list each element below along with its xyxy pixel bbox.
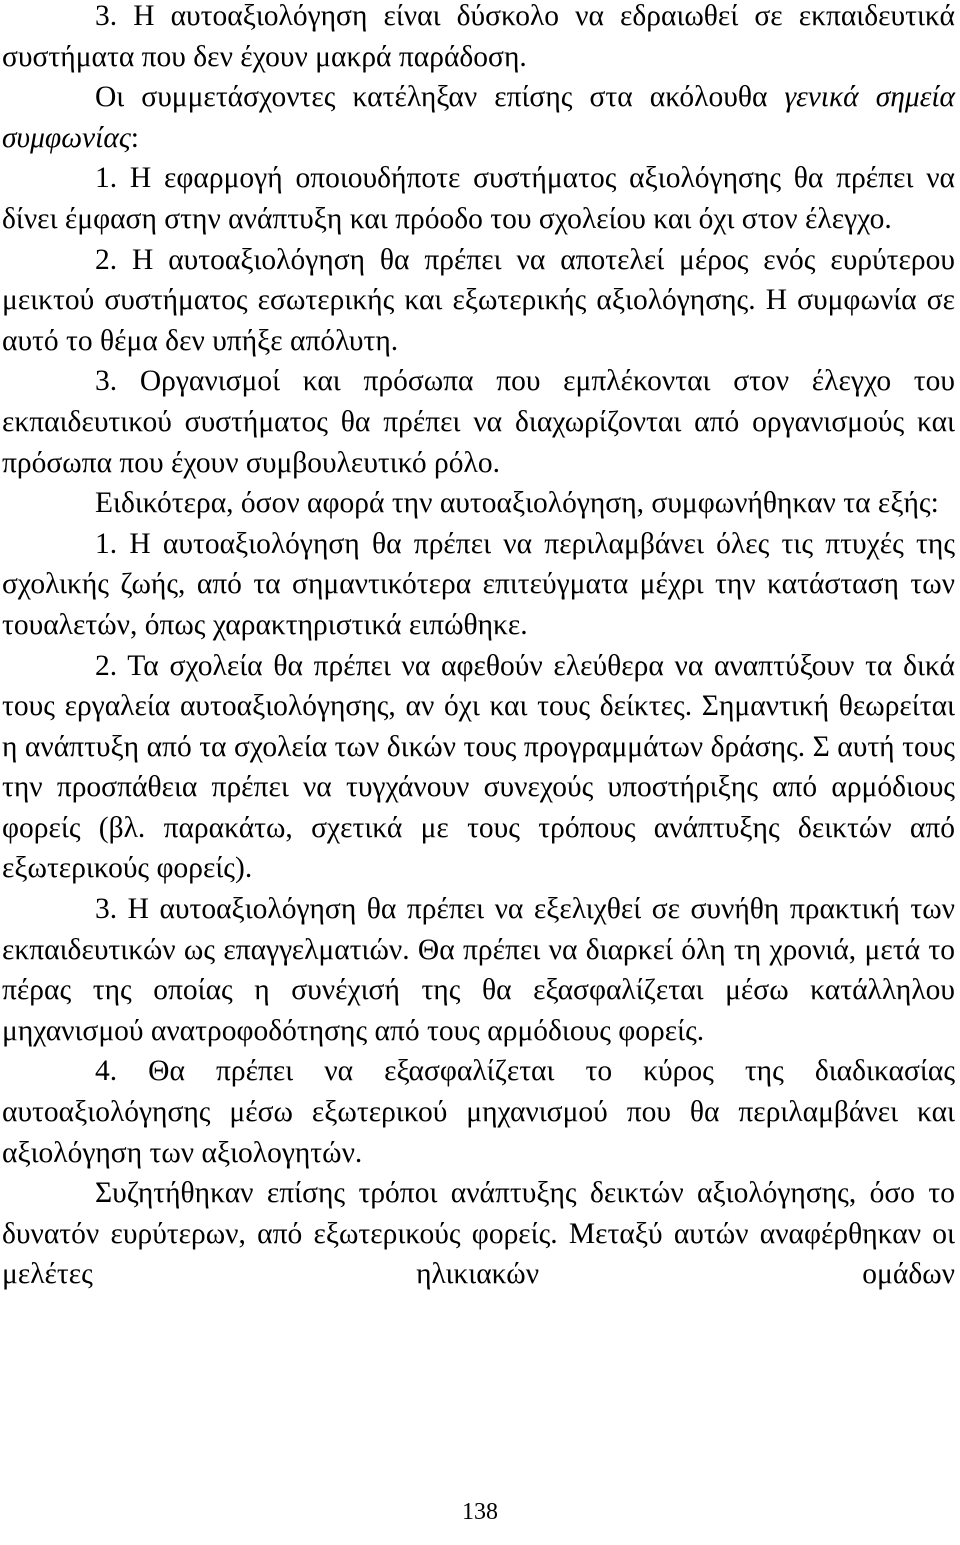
- paragraph-indicators: Συζητήθηκαν επίσης τρόποι ανάπτυξης δεικτών αξιολόγησης, όσο το δυνατόν ευρύτερων, από εξωτερικούς φορείς. Μεταξύ αυτών αναφέρθηκαν οι μελέτες ηλικιακών ομάδων: [2, 1177, 955, 1291]
- paragraph-agreement-2: 2. Η αυτοαξιολόγηση θα πρέπει να αποτελεί μέρος ενός ευρύτερου μεικτού συστήματος εσωτερικής και εξωτερικής αξιολόγησης. Η συμφωνία σε αυτό το θέμα δεν υπήξε απόλυτη.: [2, 243, 955, 357]
- general-agreement-emphasis: γενικά σημεία συμφωνίας: [2, 81, 955, 154]
- page-number: 138: [462, 1499, 498, 1525]
- general-agreement-lead: Οι συμμετάσχοντες κατέληξαν επίσης στα ακόλουθα: [95, 81, 785, 114]
- paragraph-self-eval-3: 3. Η αυτοαξιολόγηση θα πρέπει να εξελιχθεί σε συνήθη πρακτική των εκπαιδευτικών ως επαγγελματιών. Θα πρέπει να διαρκεί όλη τη χρονιά, μετά το πέρας της οποίας η συνέχισή της θα εξασφαλίζεται μέσω κατάλληλου μηχανισμού ανατροφοδότησης από τους αρμόδιους φορείς.: [2, 893, 955, 1047]
- paragraph-intro-point-3: 3. Η αυτοαξιολόγηση είναι δύσκολο να εδραιωθεί σε εκπαιδευτικά συστήματα που δεν έχουν μακρά παράδοση.: [2, 0, 955, 73]
- paragraph-self-eval-4: 4. Θα πρέπει να εξασφαλίζεται το κύρος της διαδικασίας αυτοαξιολόγησης μέσω εξωτερικού μηχανισμού που θα περιλαμβάνει και αξιολόγηση των αξιολογητών.: [2, 1055, 955, 1169]
- body-text: [2, 0, 955, 1295]
- paragraph-agreement-3: 3. Οργανισμοί και πρόσωπα που εμπλέκονται στον έλεγχο του εκπαιδευτικού συστήματος θα πρέπει να διαχωρίζονται από οργανισμούς και πρόσωπα που έχουν συμβουλευτικό ρόλο.: [2, 365, 955, 479]
- general-agreement-colon: :: [130, 121, 139, 154]
- paragraph-agreement-1: 1. Η εφαρμογή οποιουδήποτε συστήματος αξιολόγησης θα πρέπει να δίνει έμφαση στην ανάπτυξη και πρόοδο του σχολείου και όχι στον έλεγχο.: [2, 162, 955, 235]
- paragraph-general-agreement-intro: [2, 77, 955, 158]
- paragraph-specific-intro: Ειδικότερα, όσον αφορά την αυτοαξιολόγηση, συμφωνήθηκαν τα εξής:: [95, 487, 939, 520]
- paragraph-self-eval-1: 1. Η αυτοαξιολόγηση θα πρέπει να περιλαμβάνει όλες τις πτυχές της σχολικής ζωής, από τα σημαντικότερα επιτεύγματα μέχρι την κατάσταση των τουαλετών, όπως χαρακτηριστικά ειπώθηκε.: [2, 527, 955, 641]
- paragraph-self-eval-2: 2. Τα σχολεία θα πρέπει να αφεθούν ελεύθερα να αναπτύξουν τα δικά τους εργαλεία αυτοαξιολόγησης, αν όχι και τους δείκτες. Σημαντική θεωρείται η ανάπτυξη από τα σχολεία των δικών τους προγραμμάτων δράσης. Σ αυτή τους την προσπάθεια πρέπει να τυγχάνουν συνεχούς υποστήριξης από αρμόδιους φορείς (βλ. παρακάτω, σχετικά με τους τρόπους ανάπτυξης δεικτών από εξωτερικούς φορείς).: [2, 649, 955, 885]
